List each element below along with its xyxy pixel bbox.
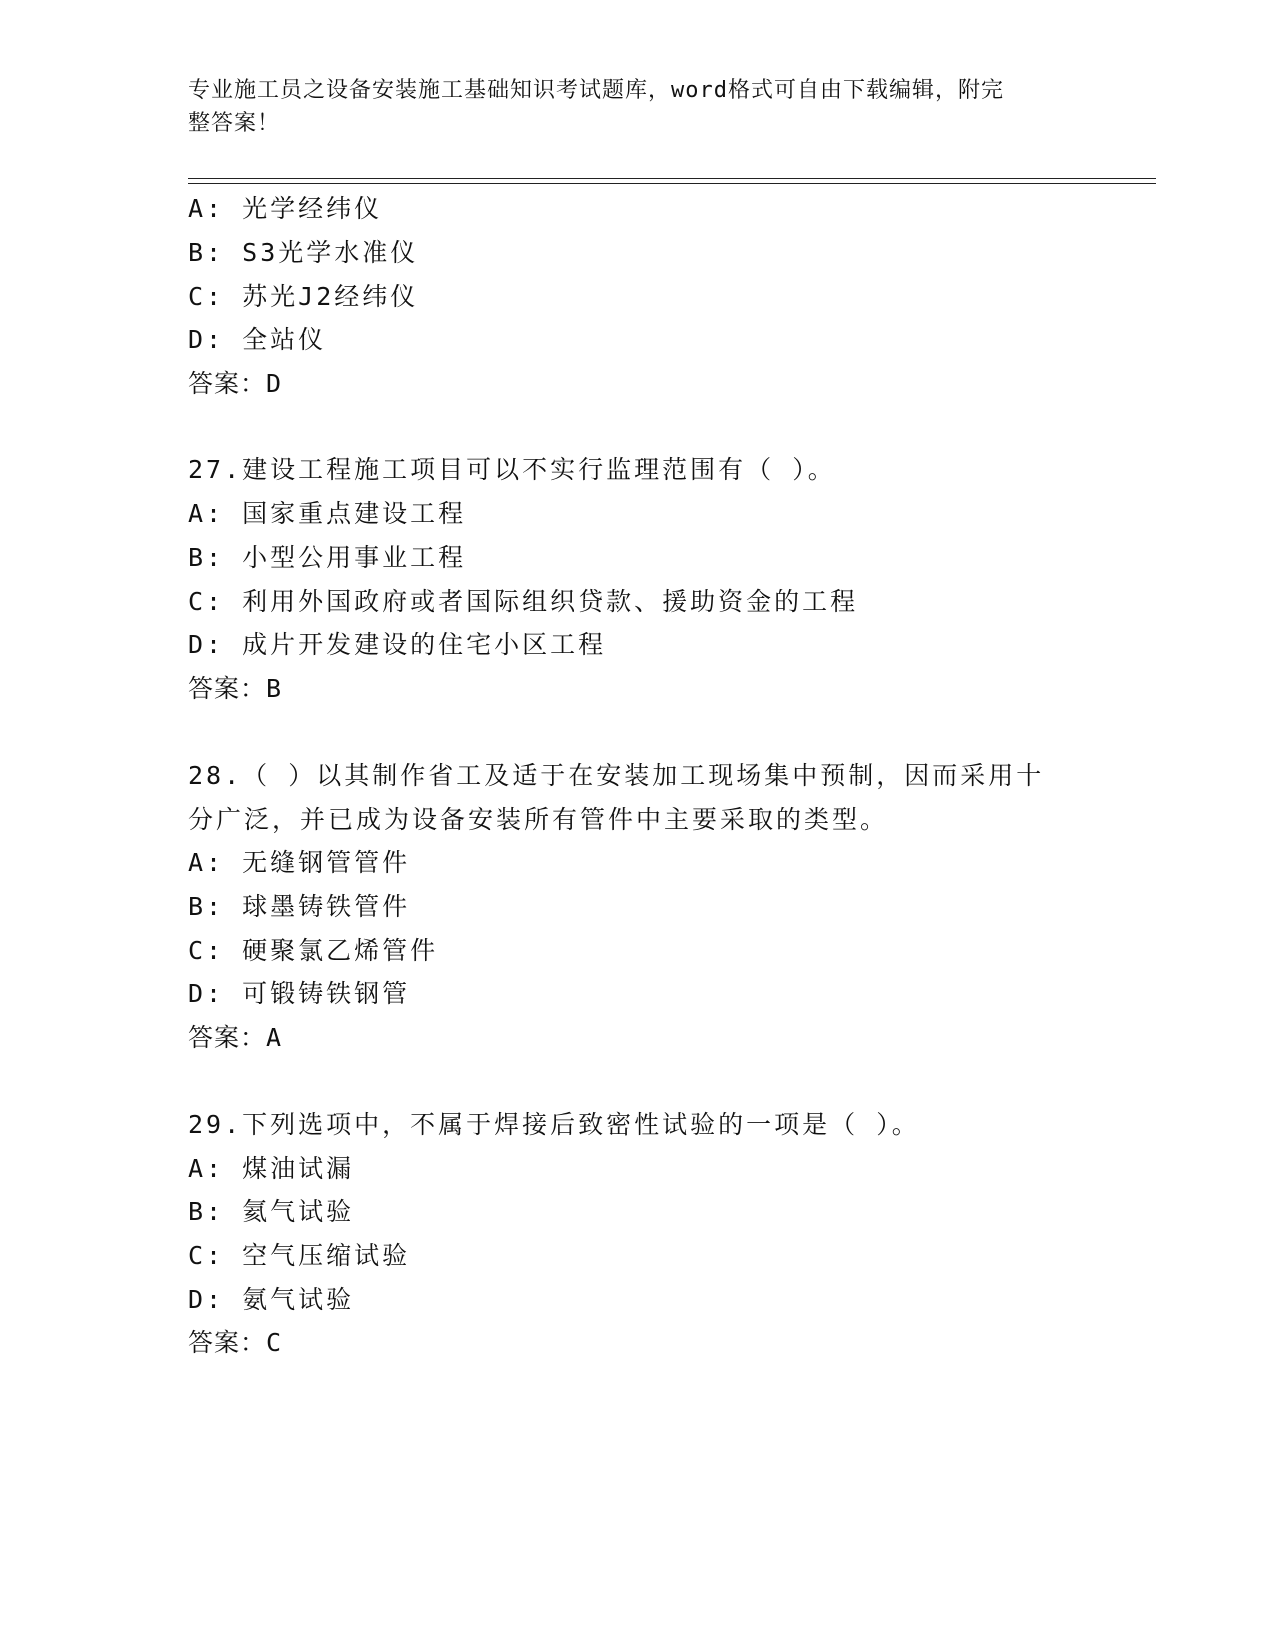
answer-line — [188, 1023, 282, 1053]
option-c: C: 空气压缩试验 — [188, 1241, 411, 1270]
document-header — [188, 74, 1068, 140]
answer-value: B — [266, 674, 283, 703]
option-b: B: 球墨铸铁管件 — [188, 892, 411, 921]
header-divider-top — [188, 178, 1156, 179]
option-d: D: 成片开发建设的住宅小区工程 — [188, 630, 607, 659]
answer-value: D — [266, 369, 283, 398]
header-divider-bottom — [188, 183, 1156, 184]
answer-value: C — [266, 1328, 283, 1357]
option-a: A: 煤油试漏 — [188, 1154, 355, 1183]
question-stem: 28.（ ）以其制作省工及适于在安装加工现场集中预制，因而采用十 — [188, 761, 1045, 790]
option-a: A: 国家重点建设工程 — [188, 499, 467, 528]
option-c: C: 苏光J2经纬仪 — [188, 282, 419, 311]
header-line-2: 整答案！ — [188, 111, 281, 136]
option-c: C: 利用外国政府或者国际组织贷款、援助资金的工程 — [188, 587, 859, 616]
answer-label: 答案： — [188, 674, 267, 703]
option-d: D: 可锻铸铁钢管 — [188, 979, 411, 1008]
option-b: B: 氦气试验 — [188, 1197, 355, 1226]
answer-line — [188, 674, 282, 704]
answer-line — [188, 1328, 282, 1358]
answer-label: 答案： — [188, 1328, 267, 1357]
option-d: D: 氨气试验 — [188, 1285, 355, 1314]
option-a: A: 无缝钢管管件 — [188, 848, 411, 877]
option-c: C: 硬聚氯乙烯管件 — [188, 936, 439, 965]
question-stem: 29.下列选项中，不属于焊接后致密性试验的一项是（ ）。 — [188, 1110, 920, 1139]
answer-value: A — [266, 1023, 283, 1052]
answer-label: 答案： — [188, 1023, 267, 1052]
answer-label: 答案： — [188, 369, 267, 398]
option-b: B: S3光学水准仪 — [188, 238, 419, 267]
answer-line — [188, 369, 282, 399]
question-stem-continued: 分广泛，并已成为设备安装所有管件中主要采取的类型。 — [188, 805, 889, 834]
option-a: A: 光学经纬仪 — [188, 194, 383, 223]
option-d: D: 全站仪 — [188, 325, 327, 354]
option-b: B: 小型公用事业工程 — [188, 543, 467, 572]
question-stem: 27.建设工程施工项目可以不实行监理范围有（ ）。 — [188, 455, 836, 484]
header-line-1: 专业施工员之设备安装施工基础知识考试题库，word格式可自由下载编辑，附完 — [188, 78, 1004, 103]
